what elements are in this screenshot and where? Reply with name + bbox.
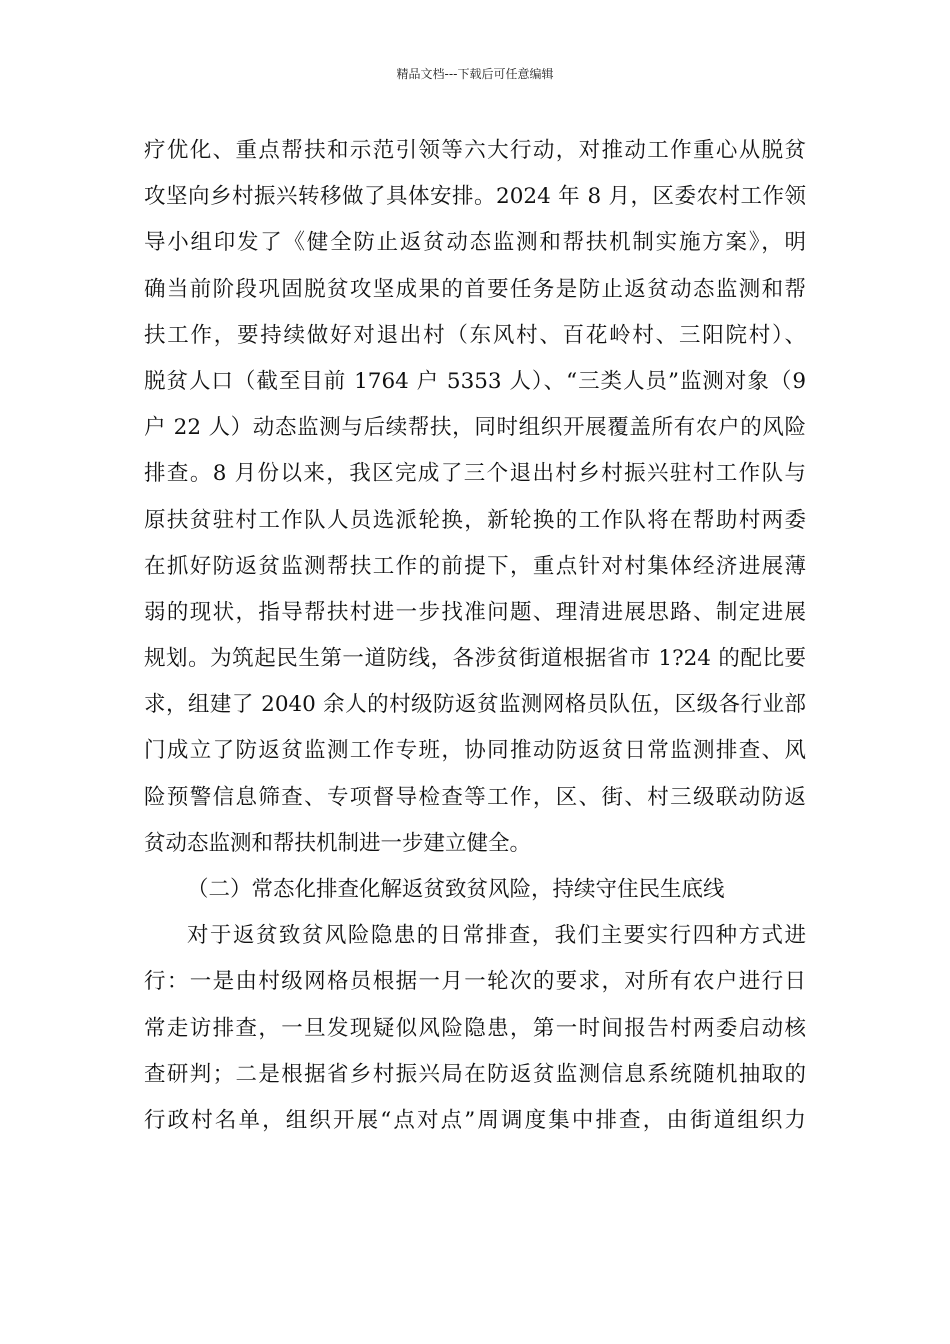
text-line: 户 22 人）动态监测与后续帮扶，同时组织开展覆盖所有农户的风险 (144, 415, 806, 441)
text-line: 疗优化、重点帮扶和示范引领等六大行动，对推动工作重心从脱贫 (144, 138, 806, 163)
text-line: 行政村名单，组织开展“点对点”周调度集中排查，由街道组织力 (144, 1107, 806, 1133)
text-line: 在抓好防返贫监测帮扶工作的前提下，重点针对村集体经济进展薄 (144, 553, 806, 579)
text-line: 原扶贫驻村工作队人员选派轮换，新轮换的工作队将在帮助村两委 (144, 507, 806, 533)
text-line: 险预警信息筛查、专项督导检查等工作，区、街、村三级联动防返 (144, 784, 806, 810)
text-line: 脱贫人口（截至目前 1764 户 5353 人）、“三类人员”监测对象（9 (144, 368, 806, 394)
document-body (144, 128, 806, 1144)
text-line: 门成立了防返贫监测工作专班，协同推动防返贫日常监测排查、风 (144, 738, 806, 764)
text-line: 行：一是由村级网格员根据一月一轮次的要求，对所有农户进行日 (144, 969, 806, 995)
text-line: 贫动态监测和帮扶机制进一步建立健全。 (144, 830, 532, 856)
text-line: 弱的现状，指导帮扶村进一步找准问题、理清进展思路、制定进展 (144, 599, 806, 625)
text-line: 查研判；二是根据省乡村振兴局在防返贫监测信息系统随机抽取的 (144, 1061, 806, 1087)
text-line: 求，组建了 2040 余人的村级防返贫监测网格员队伍，区级各行业部 (144, 692, 806, 718)
paragraph-1 (144, 128, 806, 867)
text-line: 攻坚向乡村振兴转移做了具体安排。2024 年 8 月，区委农村工作领 (144, 184, 806, 210)
text-line: 确当前阶段巩固脱贫攻坚成果的首要任务是防止返贫动态监测和帮 (144, 276, 806, 302)
text-line: 规划。为筑起民生第一道防线，各涉贫街道根据省市 1?24 的配比要 (144, 646, 806, 672)
text-line: 对于返贫致贫风险隐患的日常排查，我们主要实行四种方式进 (187, 923, 806, 949)
text-line: 导小组印发了《健全防止返贫动态监测和帮扶机制实施方案》，明 (144, 230, 806, 256)
page-header: 精品文档---下载后可任意编辑 (396, 67, 554, 81)
text-line: 排查。8 月份以来，我区完成了三个退出村乡村振兴驻村工作队与 (144, 461, 806, 487)
paragraph-2 (144, 913, 806, 1144)
text-line: 常走访排查，一旦发现疑似风险隐患，第一时间报告村两委启动核 (144, 1015, 806, 1041)
text-line: 扶工作，要持续做好对退出村（东风村、百花岭村、三阳院村）、 (144, 322, 806, 348)
section-heading: （二）常态化排查化解返贫致贫风险，持续守住民生底线 (187, 877, 725, 902)
